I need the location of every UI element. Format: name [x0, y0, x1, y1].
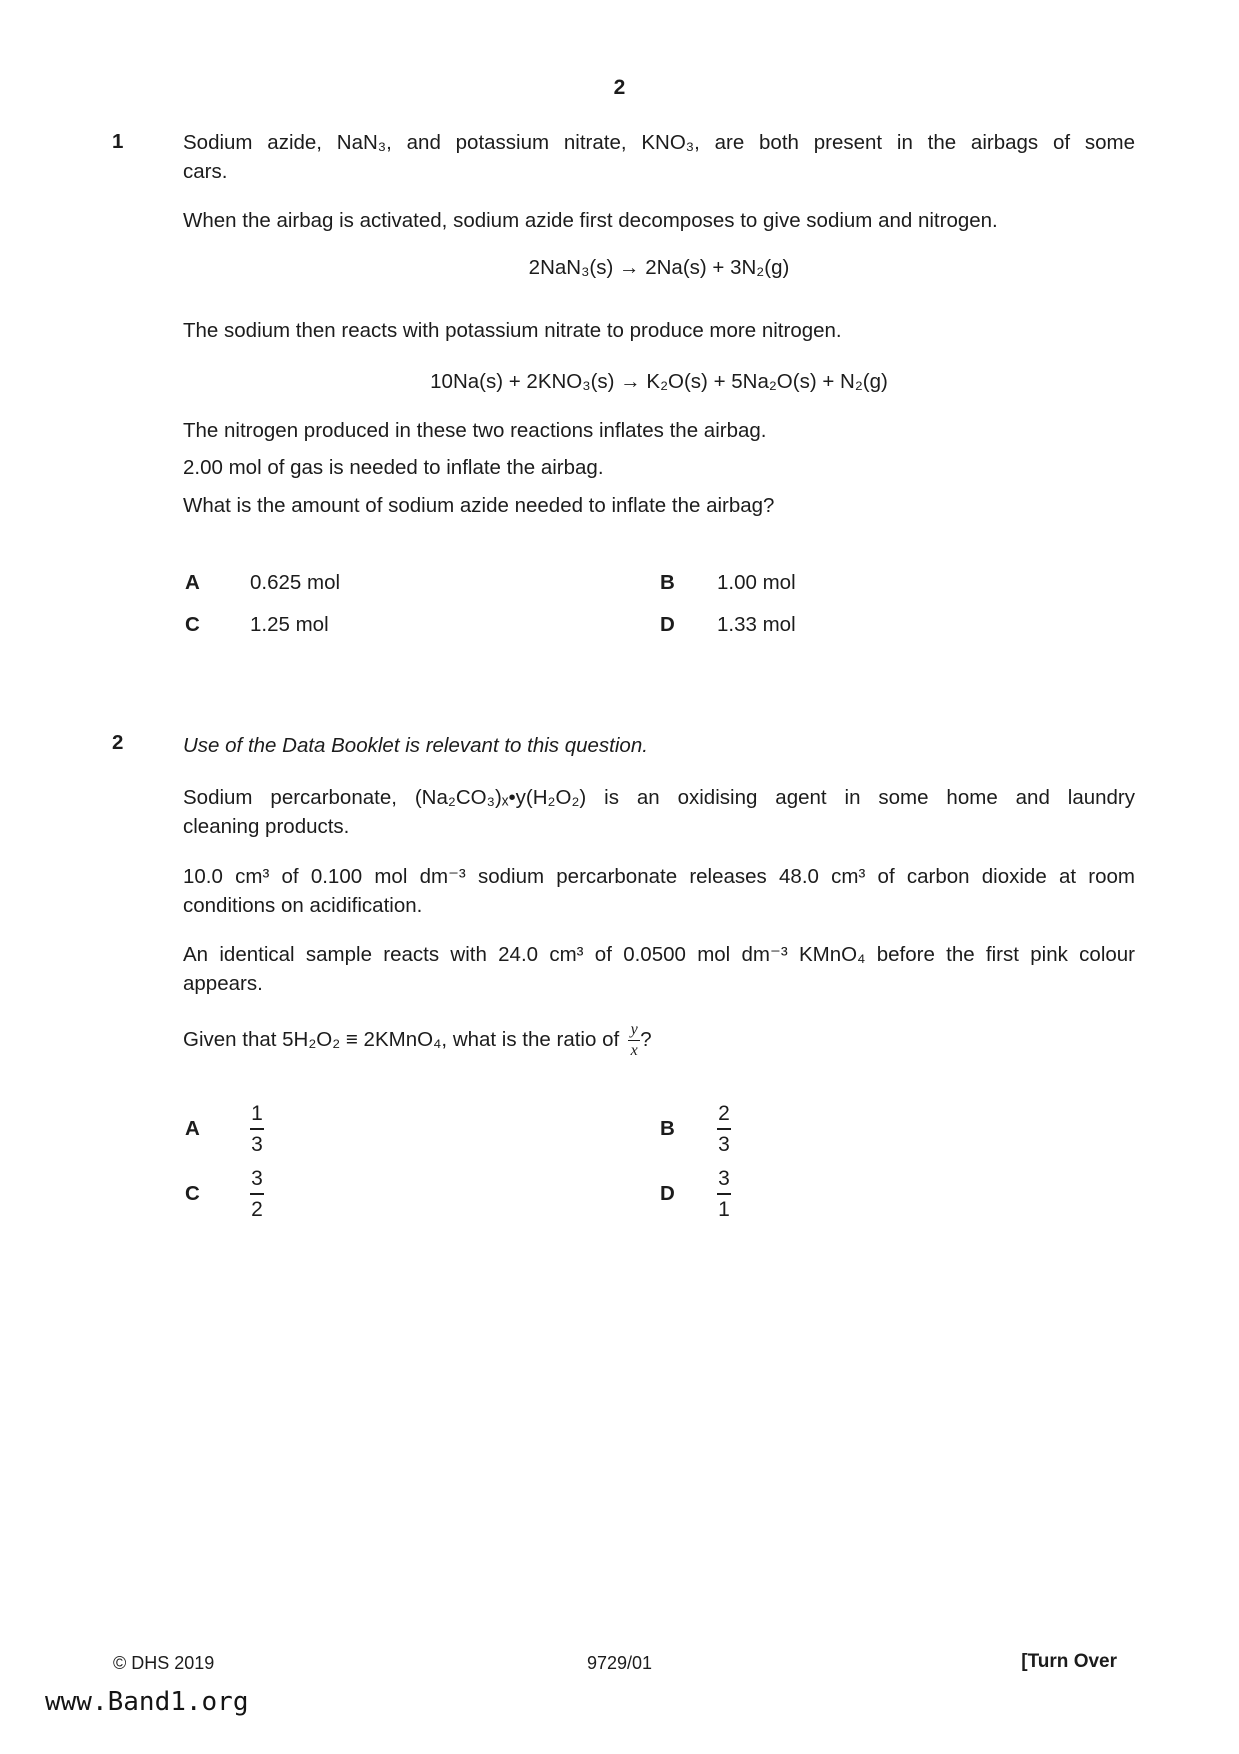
footer-turn-over: [Turn Over [1021, 1651, 1117, 1672]
fraction-denominator: x [630, 1041, 638, 1059]
q1-option-d [660, 614, 796, 636]
page-number: 2 [613, 76, 626, 99]
paragraph-line: 10.0 cm³ of 0.100 mol dm⁻³ sodium percarbonate releases 48.0 cm³ of carbon dioxide at room [183, 865, 1135, 888]
option-fraction [250, 1103, 264, 1155]
paragraph-line: Sodium azide, NaN₃, and potassium nitrate, KNO₃, are both present in the airbags of some [183, 131, 1135, 154]
question-1-paragraph-3: The sodium then reacts with potassium nitrate to produce more nitrogen. [183, 319, 842, 342]
paragraph-line: appears. [183, 972, 263, 995]
option-letter: C [185, 613, 200, 636]
watermark-url: www.Band1.org [45, 1687, 249, 1717]
option-value: 1.00 mol [717, 571, 796, 594]
fraction-denominator: 3 [251, 1133, 263, 1156]
option-fraction [250, 1168, 264, 1220]
option-letter: B [660, 1117, 675, 1140]
option-value: 1.33 mol [717, 613, 796, 636]
question-1-number: 1 [112, 130, 124, 153]
question-1-paragraph-5: 2.00 mol of gas is needed to inflate the airbag. [183, 456, 604, 479]
footer-paper-code: 9729/01 [586, 1653, 653, 1673]
q2-option-c [185, 1168, 264, 1220]
fraction-numerator: 3 [251, 1167, 263, 1190]
question-1-paragraph-6: What is the amount of sodium azide needed to inflate the airbag? [183, 494, 775, 517]
question-2-paragraph-2 [183, 862, 1135, 920]
option-fraction [717, 1103, 731, 1155]
question-1-paragraph-2: When the airbag is activated, sodium azide first decomposes to give sodium and nitrogen. [183, 209, 998, 232]
fraction-denominator: 2 [251, 1198, 263, 1221]
fraction-numerator: 2 [718, 1102, 730, 1125]
fraction-denominator: 3 [718, 1133, 730, 1156]
option-letter: B [660, 571, 675, 594]
equation-1: 2NaN₃(s) → 2Na(s) + 3N₂(g) [528, 256, 790, 279]
question-1-paragraph-4: The nitrogen produced in these two reactions inflates the airbag. [183, 419, 767, 442]
question-2-paragraph-3 [183, 940, 1135, 998]
q1-option-a [185, 572, 340, 594]
paragraph-line: Sodium percarbonate, (Na₂CO₃)ₓ•y(H₂O₂) is an oxidising agent in some home and laundry [183, 786, 1135, 809]
q2-option-b [660, 1103, 731, 1155]
option-letter: D [660, 1182, 675, 1205]
paragraph-line: An identical sample reacts with 24.0 cm³ of 0.0500 mol dm⁻³ KMnO₄ before the first pink colour [183, 943, 1135, 966]
question-1-paragraph-1 [183, 128, 1135, 186]
equation-2: 10Na(s) + 2KNO₃(s) → K₂O(s) + 5Na₂O(s) + N₂(g) [430, 370, 888, 393]
option-value: 0.625 mol [250, 571, 341, 594]
option-letter: D [660, 613, 675, 636]
question-2-intro: Use of the Data Booklet is relevant to this question. [183, 734, 648, 757]
option-letter: C [185, 1182, 200, 1205]
option-value: 1.25 mol [250, 613, 329, 636]
paragraph-line: cleaning products. [183, 815, 350, 838]
paragraph-line: cars. [183, 160, 228, 183]
option-letter: A [185, 571, 200, 594]
fraction-denominator: 1 [718, 1198, 730, 1221]
question-2-paragraph-1 [183, 783, 1135, 841]
paragraph-line: conditions on acidification. [183, 894, 423, 917]
fraction-numerator: 3 [718, 1167, 730, 1190]
question-mark: ? [640, 1028, 652, 1051]
footer-copyright: © DHS 2019 [113, 1653, 215, 1673]
ratio-fraction [628, 1022, 640, 1059]
q1-option-c [185, 614, 329, 636]
question-2-number: 2 [112, 731, 124, 754]
question-2-question-line [183, 1015, 652, 1065]
option-letter: A [185, 1117, 200, 1140]
fraction-numerator: y [630, 1020, 638, 1038]
question-text: Given that 5H₂O₂ ≡ 2KMnO₄, what is the ratio of [183, 1028, 620, 1051]
q2-option-d [660, 1168, 731, 1220]
q1-option-b [660, 572, 796, 594]
q2-option-a [185, 1103, 264, 1155]
option-fraction [717, 1168, 731, 1220]
fraction-numerator: 1 [251, 1102, 263, 1125]
